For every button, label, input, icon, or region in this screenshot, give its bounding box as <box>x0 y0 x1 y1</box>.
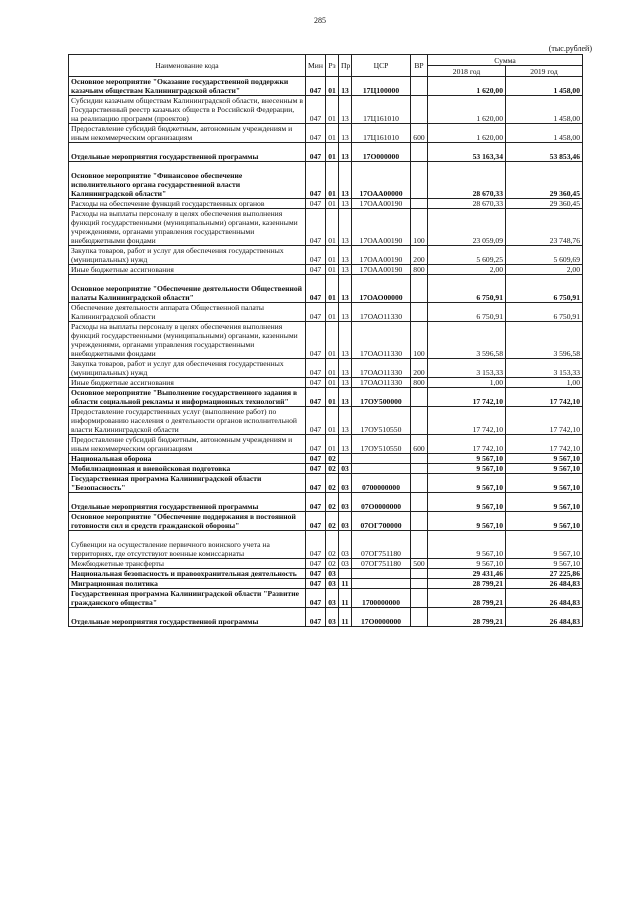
table-row <box>69 199 583 209</box>
cell-vr <box>411 199 428 209</box>
cell-min: 047 <box>306 493 326 512</box>
cell-2019: 9 567,10 <box>506 474 583 493</box>
header-pr: Пр <box>339 55 352 77</box>
cell-vr: 100 <box>411 322 428 359</box>
cell-vr: 600 <box>411 124 428 143</box>
cell-min: 047 <box>306 407 326 435</box>
cell-pr: 13 <box>339 77 352 96</box>
table-row <box>69 608 583 627</box>
cell-rz: 03 <box>326 608 339 627</box>
cell-2019: 23 748,76 <box>506 209 583 246</box>
cell-2019: 26 484,83 <box>506 589 583 608</box>
cell-min: 047 <box>306 275 326 303</box>
cell-vr <box>411 512 428 531</box>
cell-name: Отдельные мероприятия государственной программы <box>69 608 306 627</box>
cell-vr <box>411 275 428 303</box>
cell-2018: 5 609,25 <box>428 246 506 265</box>
cell-2018: 9 567,10 <box>428 474 506 493</box>
cell-csr: 07ОГ751180 <box>352 559 411 569</box>
cell-vr: 500 <box>411 559 428 569</box>
cell-csr: 17О0000000 <box>352 608 411 627</box>
cell-2018: 9 567,10 <box>428 493 506 512</box>
cell-pr <box>339 454 352 464</box>
cell-vr: 200 <box>411 359 428 378</box>
cell-vr: 200 <box>411 246 428 265</box>
cell-2019: 1 458,00 <box>506 77 583 96</box>
cell-name: Межбюджетные трансферты <box>69 559 306 569</box>
table-row <box>69 275 583 303</box>
cell-vr <box>411 589 428 608</box>
cell-rz: 01 <box>326 407 339 435</box>
cell-pr: 11 <box>339 579 352 589</box>
cell-pr: 13 <box>339 275 352 303</box>
cell-vr <box>411 474 428 493</box>
cell-min: 047 <box>306 322 326 359</box>
cell-2019: 2,00 <box>506 265 583 275</box>
cell-min: 047 <box>306 512 326 531</box>
cell-csr <box>352 454 411 464</box>
cell-2019: 9 567,10 <box>506 559 583 569</box>
table-row <box>69 303 583 322</box>
cell-rz: 01 <box>326 359 339 378</box>
units-label: (тыс.рублей) <box>548 44 592 53</box>
cell-name: Предоставление субсидий бюджетным, автономным учреждениям и иным некоммерческим организациям <box>69 124 306 143</box>
cell-csr: 17ОАО11330 <box>352 322 411 359</box>
table-row <box>69 589 583 608</box>
cell-2019: 29 360,45 <box>506 199 583 209</box>
cell-name: Отдельные мероприятия государственной программы <box>69 143 306 162</box>
cell-rz: 01 <box>326 275 339 303</box>
cell-2018: 9 567,10 <box>428 531 506 559</box>
cell-2019: 9 567,10 <box>506 493 583 512</box>
cell-csr: 17Ц161010 <box>352 96 411 124</box>
cell-min: 047 <box>306 435 326 454</box>
cell-pr: 03 <box>339 559 352 569</box>
cell-min: 047 <box>306 124 326 143</box>
cell-vr <box>411 143 428 162</box>
cell-csr: 17ОАА00190 <box>352 209 411 246</box>
cell-name: Основное мероприятие "Оказание государственной поддержки казачьим обществам Калининградской области" <box>69 77 306 96</box>
table-row <box>69 464 583 474</box>
cell-rz: 02 <box>326 559 339 569</box>
cell-rz: 02 <box>326 493 339 512</box>
cell-csr: 17ОАО00000 <box>352 275 411 303</box>
cell-rz: 01 <box>326 199 339 209</box>
cell-vr <box>411 531 428 559</box>
cell-rz: 01 <box>326 162 339 199</box>
cell-csr: 17Ц161010 <box>352 124 411 143</box>
table-row <box>69 162 583 199</box>
cell-csr: 17ОАА00000 <box>352 162 411 199</box>
cell-pr: 13 <box>339 143 352 162</box>
cell-vr: 100 <box>411 209 428 246</box>
cell-2019: 53 853,46 <box>506 143 583 162</box>
cell-2018: 9 567,10 <box>428 464 506 474</box>
header-rz: Рз <box>326 55 339 77</box>
cell-min: 047 <box>306 265 326 275</box>
cell-csr: 17О000000 <box>352 143 411 162</box>
cell-csr: 17ОАА00190 <box>352 199 411 209</box>
cell-name: Отдельные мероприятия государственной программы <box>69 493 306 512</box>
cell-name: Обеспечение деятельности аппарата Общественной палаты Калининградской области <box>69 303 306 322</box>
cell-min: 047 <box>306 162 326 199</box>
cell-name: Расходы на обеспечение функций государственных органов <box>69 199 306 209</box>
cell-csr: 07ОГ751180 <box>352 531 411 559</box>
cell-rz: 03 <box>326 569 339 579</box>
table-row <box>69 569 583 579</box>
cell-rz: 01 <box>326 378 339 388</box>
cell-2019: 1,00 <box>506 378 583 388</box>
cell-vr: 800 <box>411 265 428 275</box>
cell-pr: 11 <box>339 589 352 608</box>
cell-name: Закупка товаров, работ и услуг для обеспечения государственных (муниципальных) нужд <box>69 246 306 265</box>
cell-rz: 02 <box>326 464 339 474</box>
cell-name: Предоставление субсидий бюджетным, автономным учреждениям и иным некоммерческим организациям <box>69 435 306 454</box>
cell-name: Субсидии казачьим обществам Калининградской области, внесенным в Государственный реестр казачьих обществ в Российской Федерации, на реализацию программ (проектов) <box>69 96 306 124</box>
cell-2018: 9 567,10 <box>428 559 506 569</box>
cell-pr: 03 <box>339 474 352 493</box>
cell-min: 047 <box>306 96 326 124</box>
cell-2018: 28 799,21 <box>428 579 506 589</box>
table-row <box>69 209 583 246</box>
cell-name: Расходы на выплаты персоналу в целях обеспечения выполнения функций государственными (муниципальными) органами, казенными учреждениями, органами управления государственными внебюджетными фондами <box>69 209 306 246</box>
cell-2019: 9 567,10 <box>506 531 583 559</box>
cell-2018: 17 742,10 <box>428 435 506 454</box>
table-row <box>69 359 583 378</box>
cell-min: 047 <box>306 559 326 569</box>
cell-pr: 13 <box>339 265 352 275</box>
cell-pr: 13 <box>339 322 352 359</box>
cell-2019: 6 750,91 <box>506 275 583 303</box>
cell-min: 047 <box>306 454 326 464</box>
cell-min: 047 <box>306 569 326 579</box>
cell-2019: 26 484,83 <box>506 579 583 589</box>
cell-vr <box>411 579 428 589</box>
cell-csr: 0700000000 <box>352 474 411 493</box>
table-row <box>69 143 583 162</box>
table-row <box>69 96 583 124</box>
cell-2018: 1 620,00 <box>428 77 506 96</box>
cell-pr <box>339 569 352 579</box>
cell-vr: 600 <box>411 435 428 454</box>
table-row <box>69 454 583 464</box>
cell-name: Национальная оборона <box>69 454 306 464</box>
cell-min: 047 <box>306 464 326 474</box>
page-number: 285 <box>314 16 326 25</box>
cell-rz: 01 <box>326 303 339 322</box>
cell-csr: 07О0000000 <box>352 493 411 512</box>
cell-csr: 17ОАО11330 <box>352 303 411 322</box>
cell-pr: 13 <box>339 435 352 454</box>
cell-csr: 17Ц100000 <box>352 77 411 96</box>
cell-csr: 17ОАА00190 <box>352 265 411 275</box>
header-2019: 2019 год <box>506 66 583 77</box>
table-row <box>69 474 583 493</box>
cell-rz: 03 <box>326 579 339 589</box>
cell-name: Основное мероприятие "Финансовое обеспечение исполнительного органа государственной власти Калининградской области" <box>69 162 306 199</box>
cell-2019: 26 484,83 <box>506 608 583 627</box>
cell-pr: 03 <box>339 493 352 512</box>
cell-2019: 5 609,69 <box>506 246 583 265</box>
cell-name: Основное мероприятие "Обеспечение деятельности Общественной палаты Калининградской области" <box>69 275 306 303</box>
cell-name: Мобилизационная и вневойсковая подготовка <box>69 464 306 474</box>
cell-2018: 6 750,91 <box>428 275 506 303</box>
header-sum: Сумма <box>428 55 583 66</box>
cell-pr: 11 <box>339 608 352 627</box>
cell-rz: 01 <box>326 96 339 124</box>
cell-name: Миграционная политика <box>69 579 306 589</box>
cell-name: Закупка товаров, работ и услуг для обеспечения государственных (муниципальных) нужд <box>69 359 306 378</box>
cell-rz: 01 <box>326 322 339 359</box>
cell-2018: 2,00 <box>428 265 506 275</box>
cell-csr: 17ОУ510550 <box>352 407 411 435</box>
table-row <box>69 407 583 435</box>
cell-csr <box>352 464 411 474</box>
cell-2018: 6 750,91 <box>428 303 506 322</box>
cell-pr: 13 <box>339 96 352 124</box>
cell-rz: 01 <box>326 124 339 143</box>
table-row <box>69 265 583 275</box>
cell-2019: 9 567,10 <box>506 512 583 531</box>
cell-pr: 13 <box>339 359 352 378</box>
cell-vr <box>411 608 428 627</box>
cell-rz: 01 <box>326 209 339 246</box>
cell-2018: 29 431,46 <box>428 569 506 579</box>
cell-csr <box>352 569 411 579</box>
cell-2019: 1 458,00 <box>506 124 583 143</box>
cell-min: 047 <box>306 531 326 559</box>
cell-2018: 9 567,10 <box>428 454 506 464</box>
cell-pr: 13 <box>339 303 352 322</box>
cell-2019: 29 360,45 <box>506 162 583 199</box>
table-row <box>69 77 583 96</box>
cell-2019: 9 567,10 <box>506 454 583 464</box>
cell-2018: 1 620,00 <box>428 96 506 124</box>
cell-2018: 28 799,21 <box>428 608 506 627</box>
cell-rz: 03 <box>326 589 339 608</box>
cell-min: 047 <box>306 143 326 162</box>
cell-pr: 03 <box>339 531 352 559</box>
header-min: Мин <box>306 55 326 77</box>
cell-name: Иные бюджетные ассигнования <box>69 378 306 388</box>
cell-min: 047 <box>306 388 326 407</box>
cell-pr: 13 <box>339 124 352 143</box>
budget-table <box>68 54 583 627</box>
cell-vr <box>411 77 428 96</box>
table-row <box>69 435 583 454</box>
cell-vr <box>411 388 428 407</box>
cell-vr <box>411 464 428 474</box>
cell-vr <box>411 569 428 579</box>
header-2018: 2018 год <box>428 66 506 77</box>
cell-name: Расходы на выплаты персоналу в целях обеспечения выполнения функций государственными (муниципальными) органами, казенными учреждениями, органами управления государственными внебюджетными фондами <box>69 322 306 359</box>
cell-min: 047 <box>306 209 326 246</box>
table-row <box>69 246 583 265</box>
cell-name: Предоставление государственных услуг (выполнение работ) по информированию населения о деятельности органов исполнительной власти Калининградской области <box>69 407 306 435</box>
cell-min: 047 <box>306 579 326 589</box>
cell-rz: 02 <box>326 531 339 559</box>
table-row <box>69 388 583 407</box>
cell-vr <box>411 303 428 322</box>
cell-2019: 27 225,86 <box>506 569 583 579</box>
cell-name: Основное мероприятие "Обеспечение поддержания в постоянной готовности сил и средств гражданской обороны" <box>69 512 306 531</box>
cell-2019: 6 750,91 <box>506 303 583 322</box>
cell-2018: 3 596,58 <box>428 322 506 359</box>
cell-name: Основное мероприятие "Выполнение государственного задания в области социальной рекламы и информационных технологий" <box>69 388 306 407</box>
cell-rz: 02 <box>326 512 339 531</box>
cell-2018: 9 567,10 <box>428 512 506 531</box>
header-row-top <box>69 55 583 66</box>
cell-min: 047 <box>306 474 326 493</box>
cell-vr: 800 <box>411 378 428 388</box>
table-row <box>69 493 583 512</box>
cell-pr: 13 <box>339 388 352 407</box>
cell-2019: 1 458,00 <box>506 96 583 124</box>
cell-2018: 17 742,10 <box>428 388 506 407</box>
cell-csr: 17ОУ510550 <box>352 435 411 454</box>
cell-rz: 01 <box>326 77 339 96</box>
cell-2019: 3 153,33 <box>506 359 583 378</box>
cell-rz: 01 <box>326 143 339 162</box>
table-row <box>69 124 583 143</box>
cell-2018: 1,00 <box>428 378 506 388</box>
cell-vr <box>411 407 428 435</box>
cell-name: Государственная программа Калининградской области "Развитие гражданского общества" <box>69 589 306 608</box>
cell-csr: 17ОАА00190 <box>352 246 411 265</box>
cell-csr <box>352 579 411 589</box>
cell-name: Субвенции на осуществление первичного воинского учета на территориях, где отсутствуют военные комиссариаты <box>69 531 306 559</box>
cell-2019: 17 742,10 <box>506 388 583 407</box>
cell-name: Национальная безопасность и правоохранительная деятельность <box>69 569 306 579</box>
header-csr: ЦСР <box>352 55 411 77</box>
cell-csr: 17ОУ500000 <box>352 388 411 407</box>
cell-2018: 1 620,00 <box>428 124 506 143</box>
cell-2018: 28 670,33 <box>428 162 506 199</box>
table-row <box>69 512 583 531</box>
cell-min: 047 <box>306 589 326 608</box>
cell-min: 047 <box>306 378 326 388</box>
table-row <box>69 322 583 359</box>
table-row <box>69 378 583 388</box>
cell-2018: 3 153,33 <box>428 359 506 378</box>
cell-min: 047 <box>306 246 326 265</box>
cell-csr: 17ОАО11330 <box>352 378 411 388</box>
cell-pr: 03 <box>339 464 352 474</box>
cell-2018: 17 742,10 <box>428 407 506 435</box>
cell-2018: 53 163,34 <box>428 143 506 162</box>
cell-2018: 28 670,33 <box>428 199 506 209</box>
cell-min: 047 <box>306 608 326 627</box>
cell-name: Государственная программа Калининградской области "Безопасность" <box>69 474 306 493</box>
cell-vr <box>411 493 428 512</box>
cell-rz: 01 <box>326 388 339 407</box>
cell-2019: 9 567,10 <box>506 464 583 474</box>
cell-vr <box>411 162 428 199</box>
cell-rz: 01 <box>326 246 339 265</box>
cell-2019: 17 742,10 <box>506 435 583 454</box>
cell-pr: 13 <box>339 199 352 209</box>
cell-rz: 01 <box>326 435 339 454</box>
cell-vr <box>411 454 428 464</box>
cell-2019: 17 742,10 <box>506 407 583 435</box>
cell-2018: 28 799,21 <box>428 589 506 608</box>
cell-pr: 03 <box>339 512 352 531</box>
cell-2018: 23 059,09 <box>428 209 506 246</box>
cell-pr: 13 <box>339 209 352 246</box>
cell-rz: 01 <box>326 265 339 275</box>
cell-pr: 13 <box>339 378 352 388</box>
cell-pr: 13 <box>339 246 352 265</box>
table-row <box>69 559 583 569</box>
cell-vr <box>411 96 428 124</box>
cell-rz: 02 <box>326 474 339 493</box>
cell-csr: 17ОАО11330 <box>352 359 411 378</box>
cell-pr: 13 <box>339 407 352 435</box>
header-vr: ВР <box>411 55 428 77</box>
cell-csr: 07ОГ700000 <box>352 512 411 531</box>
table-row <box>69 531 583 559</box>
cell-min: 047 <box>306 199 326 209</box>
table-body <box>69 77 583 627</box>
table-row <box>69 579 583 589</box>
cell-min: 047 <box>306 303 326 322</box>
cell-name: Иные бюджетные ассигнования <box>69 265 306 275</box>
cell-pr: 13 <box>339 162 352 199</box>
cell-rz: 02 <box>326 454 339 464</box>
cell-min: 047 <box>306 77 326 96</box>
header-name: Наименование кода <box>69 55 306 77</box>
cell-2019: 3 596,58 <box>506 322 583 359</box>
cell-csr: 1700000000 <box>352 589 411 608</box>
cell-min: 047 <box>306 359 326 378</box>
